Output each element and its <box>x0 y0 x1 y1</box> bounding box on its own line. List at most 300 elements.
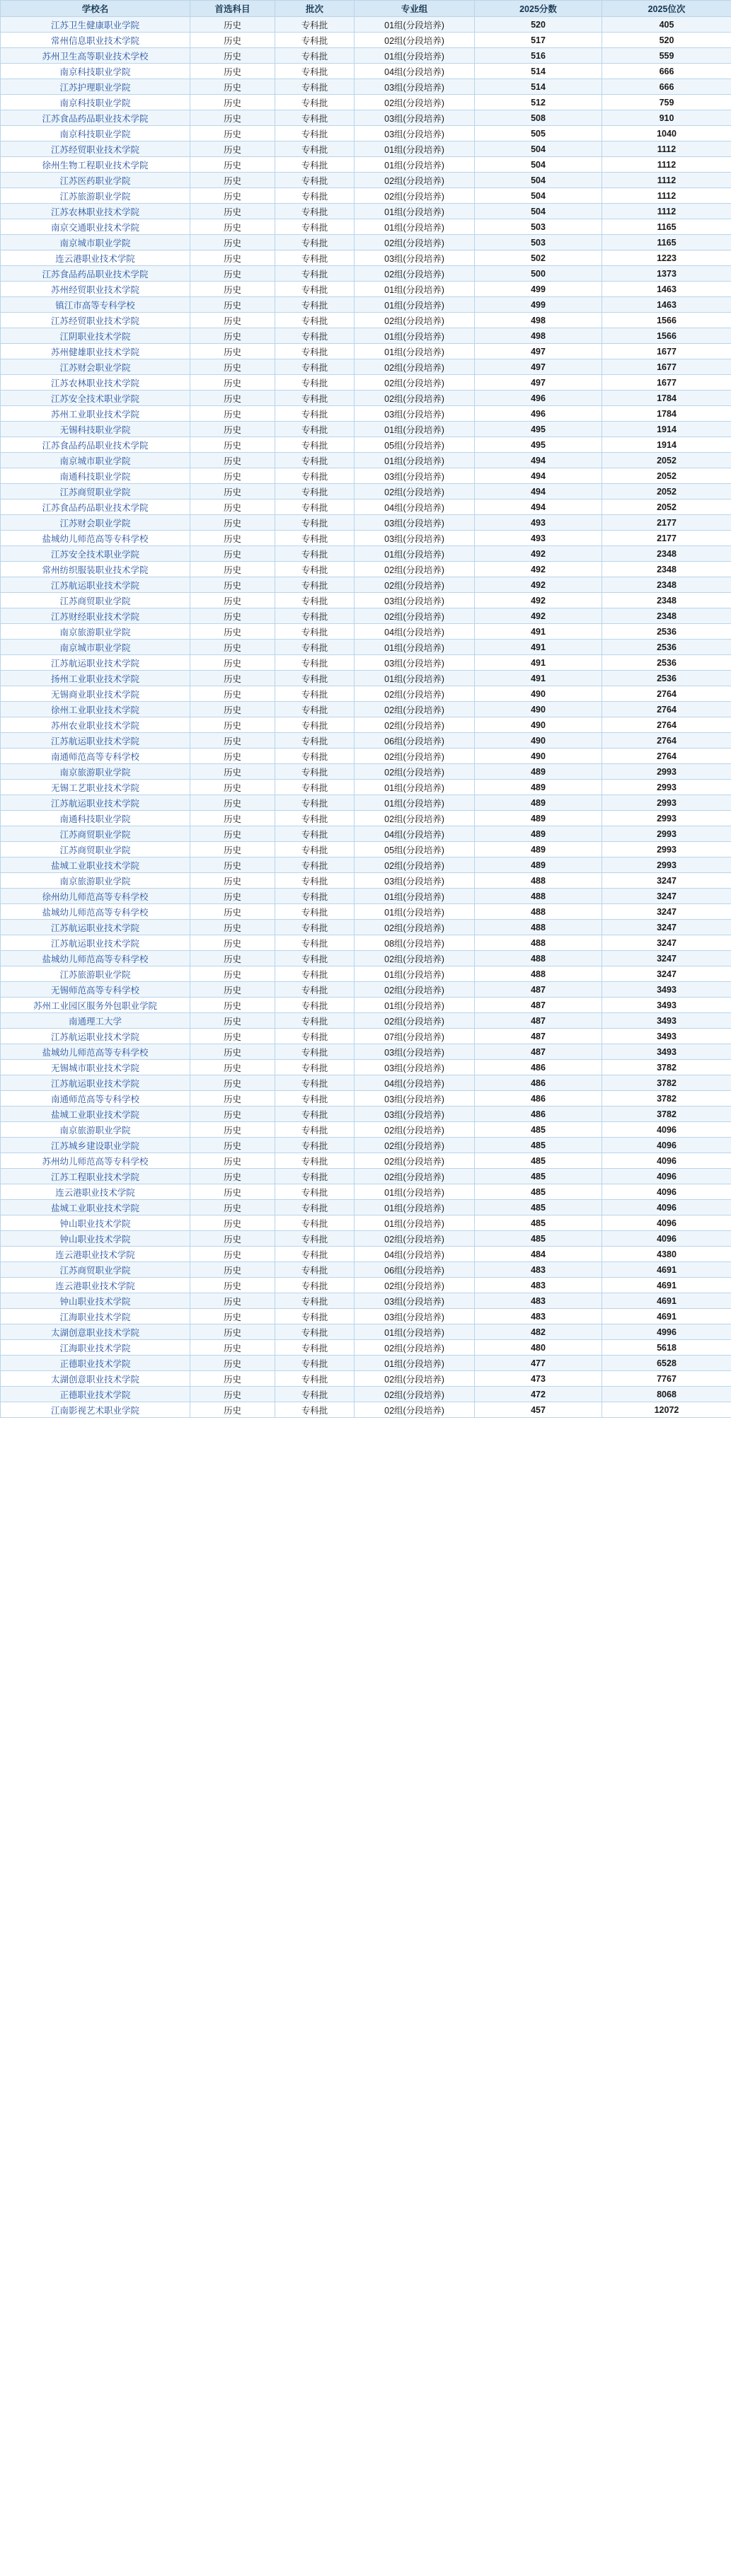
cell-major-group: 07组(分段培养) <box>355 1029 475 1044</box>
cell-school[interactable]: 江苏医药职业学院 <box>1 173 190 188</box>
cell-school[interactable]: 江苏食品药品职业技术学院 <box>1 499 190 515</box>
cell-first-subject: 历史 <box>190 764 275 780</box>
cell-first-subject: 历史 <box>190 1278 275 1293</box>
cell-batch: 专科批 <box>275 499 355 515</box>
cell-first-subject: 历史 <box>190 515 275 531</box>
cell-major-group: 02组(分段培养) <box>355 173 475 188</box>
cell-first-subject: 历史 <box>190 313 275 328</box>
cell-school[interactable]: 江海职业技术学院 <box>1 1340 190 1356</box>
cell-first-subject: 历史 <box>190 1356 275 1371</box>
cell-score: 494 <box>475 484 602 499</box>
cell-school[interactable]: 南京旅游职业学院 <box>1 764 190 780</box>
cell-school[interactable]: 镇江市高等专科学校 <box>1 297 190 313</box>
cell-major-group: 02组(分段培养) <box>355 1122 475 1138</box>
table-row <box>1 422 731 437</box>
cell-major-group: 03组(分段培养) <box>355 79 475 95</box>
cell-rank: 2348 <box>602 562 731 577</box>
cell-major-group: 03组(分段培养) <box>355 1060 475 1075</box>
cell-batch: 专科批 <box>275 344 355 359</box>
cell-school[interactable]: 江苏旅游职业学院 <box>1 966 190 982</box>
cell-school[interactable]: 江海职业技术学院 <box>1 1309 190 1324</box>
cell-score: 485 <box>475 1215 602 1231</box>
cell-first-subject: 历史 <box>190 733 275 749</box>
table-row <box>1 359 731 375</box>
cell-rank: 1677 <box>602 344 731 359</box>
table-row <box>1 453 731 468</box>
cell-school[interactable]: 江苏航运职业技术学院 <box>1 795 190 811</box>
cell-rank: 4096 <box>602 1122 731 1138</box>
cell-first-subject: 历史 <box>190 873 275 889</box>
cell-major-group: 03组(分段培养) <box>355 655 475 671</box>
cell-school[interactable]: 盐城幼儿师范高等专科学校 <box>1 951 190 966</box>
cell-major-group: 02组(分段培养) <box>355 1278 475 1293</box>
cell-batch: 专科批 <box>275 546 355 562</box>
cell-first-subject: 历史 <box>190 64 275 79</box>
cell-first-subject: 历史 <box>190 453 275 468</box>
table-row <box>1 313 731 328</box>
table-row <box>1 795 731 811</box>
cell-batch: 专科批 <box>275 1013 355 1029</box>
cell-first-subject: 历史 <box>190 437 275 453</box>
table-row <box>1 328 731 344</box>
cell-school[interactable]: 江苏财经职业技术学院 <box>1 608 190 624</box>
cell-school[interactable]: 南京旅游职业学院 <box>1 624 190 640</box>
cell-major-group: 01组(分段培养) <box>355 453 475 468</box>
table-row <box>1 499 731 515</box>
cell-school[interactable]: 南京旅游职业学院 <box>1 1122 190 1138</box>
cell-major-group: 03组(分段培养) <box>355 1044 475 1060</box>
cell-first-subject: 历史 <box>190 468 275 484</box>
cell-major-group: 03组(分段培养) <box>355 1293 475 1309</box>
cell-batch: 专科批 <box>275 1231 355 1247</box>
cell-first-subject: 历史 <box>190 110 275 126</box>
cell-school[interactable]: 连云港职业技术学院 <box>1 1247 190 1262</box>
cell-rank: 1463 <box>602 282 731 297</box>
cell-school[interactable]: 钟山职业技术学院 <box>1 1293 190 1309</box>
cell-major-group: 06组(分段培养) <box>355 733 475 749</box>
cell-school[interactable]: 江苏航运职业技术学院 <box>1 935 190 951</box>
cell-major-group: 03组(分段培养) <box>355 250 475 266</box>
cell-rank: 2993 <box>602 826 731 842</box>
cell-first-subject: 历史 <box>190 577 275 593</box>
column-header-rank: 2025位次 <box>602 1 731 17</box>
cell-rank: 1373 <box>602 266 731 282</box>
table-row <box>1 188 731 204</box>
cell-school[interactable]: 江苏食品药品职业技术学院 <box>1 266 190 282</box>
cell-rank: 3782 <box>602 1075 731 1091</box>
cell-school[interactable]: 江苏经贸职业技术学院 <box>1 313 190 328</box>
cell-major-group: 01组(分段培养) <box>355 219 475 235</box>
cell-major-group: 04组(分段培养) <box>355 1247 475 1262</box>
cell-school[interactable]: 连云港职业技术学院 <box>1 250 190 266</box>
cell-rank: 2177 <box>602 515 731 531</box>
cell-batch: 专科批 <box>275 437 355 453</box>
cell-major-group: 01组(分段培养) <box>355 966 475 982</box>
cell-major-group: 01组(分段培养) <box>355 282 475 297</box>
cell-school[interactable]: 南京旅游职业学院 <box>1 873 190 889</box>
cell-rank: 3493 <box>602 1013 731 1029</box>
cell-rank: 2536 <box>602 671 731 686</box>
table-row <box>1 1231 731 1247</box>
cell-rank: 2348 <box>602 593 731 608</box>
cell-school[interactable]: 江苏商贸职业学院 <box>1 826 190 842</box>
cell-score: 480 <box>475 1340 602 1356</box>
cell-school[interactable]: 南京科技职业学院 <box>1 64 190 79</box>
cell-school[interactable]: 南京科技职业学院 <box>1 95 190 110</box>
cell-first-subject: 历史 <box>190 235 275 250</box>
cell-batch: 专科批 <box>275 1075 355 1091</box>
cell-school[interactable]: 南京科技职业学院 <box>1 126 190 141</box>
table-row <box>1 686 731 702</box>
cell-major-group: 02组(分段培养) <box>355 577 475 593</box>
cell-school[interactable]: 江苏食品药品职业技术学院 <box>1 437 190 453</box>
cell-school[interactable]: 南京城市职业学院 <box>1 640 190 655</box>
cell-score: 487 <box>475 1044 602 1060</box>
cell-batch: 专科批 <box>275 1044 355 1060</box>
cell-school[interactable]: 太湖创意职业技术学院 <box>1 1324 190 1340</box>
cell-school[interactable]: 南京交通职业技术学院 <box>1 219 190 235</box>
cell-major-group: 01组(分段培养) <box>355 157 475 173</box>
cell-batch: 专科批 <box>275 157 355 173</box>
cell-school[interactable]: 盐城幼儿师范高等专科学校 <box>1 904 190 920</box>
cell-first-subject: 历史 <box>190 655 275 671</box>
cell-batch: 专科批 <box>275 1029 355 1044</box>
cell-score: 491 <box>475 655 602 671</box>
cell-score: 457 <box>475 1402 602 1418</box>
cell-score: 490 <box>475 686 602 702</box>
cell-school[interactable]: 盐城工业职业技术学院 <box>1 1107 190 1122</box>
cell-rank: 3247 <box>602 904 731 920</box>
cell-major-group: 02组(分段培养) <box>355 686 475 702</box>
table-row <box>1 33 731 48</box>
cell-score: 504 <box>475 173 602 188</box>
cell-batch: 专科批 <box>275 920 355 935</box>
table-row <box>1 966 731 982</box>
cell-school[interactable]: 江苏商贸职业学院 <box>1 593 190 608</box>
cell-major-group: 01组(分段培养) <box>355 17 475 33</box>
cell-score: 489 <box>475 795 602 811</box>
cell-rank: 3493 <box>602 998 731 1013</box>
cell-major-group: 04组(分段培养) <box>355 1075 475 1091</box>
cell-school[interactable]: 南通师范高等专科学校 <box>1 749 190 764</box>
cell-school[interactable]: 江苏航运职业技术学院 <box>1 920 190 935</box>
cell-rank: 2993 <box>602 780 731 795</box>
cell-score: 502 <box>475 250 602 266</box>
cell-school[interactable]: 苏州工业职业技术学院 <box>1 406 190 422</box>
cell-score: 504 <box>475 157 602 173</box>
cell-batch: 专科批 <box>275 1340 355 1356</box>
cell-school[interactable]: 江苏航运职业技术学院 <box>1 1029 190 1044</box>
cell-rank: 1112 <box>602 204 731 219</box>
cell-major-group: 02组(分段培养) <box>355 1013 475 1029</box>
cell-first-subject: 历史 <box>190 671 275 686</box>
cell-school[interactable]: 钟山职业技术学院 <box>1 1215 190 1231</box>
cell-major-group: 02组(分段培养) <box>355 1402 475 1418</box>
cell-score: 488 <box>475 920 602 935</box>
table-row <box>1 437 731 453</box>
cell-first-subject: 历史 <box>190 406 275 422</box>
cell-school[interactable]: 无锡师范高等专科学校 <box>1 982 190 998</box>
cell-rank: 2764 <box>602 702 731 717</box>
cell-score: 489 <box>475 764 602 780</box>
cell-school[interactable]: 江苏安全技术职业学院 <box>1 391 190 406</box>
cell-school[interactable]: 连云港职业技术学院 <box>1 1184 190 1200</box>
cell-first-subject: 历史 <box>190 1215 275 1231</box>
cell-score: 516 <box>475 48 602 64</box>
cell-school[interactable]: 苏州工业园区服务外包职业学院 <box>1 998 190 1013</box>
cell-school[interactable]: 常州纺织服装职业技术学院 <box>1 562 190 577</box>
cell-major-group: 01组(分段培养) <box>355 1324 475 1340</box>
cell-school[interactable]: 苏州农业职业技术学院 <box>1 717 190 733</box>
cell-major-group: 01组(分段培养) <box>355 889 475 904</box>
cell-major-group: 02组(分段培养) <box>355 188 475 204</box>
cell-school[interactable]: 正德职业技术学院 <box>1 1356 190 1371</box>
cell-school[interactable]: 江苏财会职业学院 <box>1 515 190 531</box>
cell-school[interactable]: 南通理工大学 <box>1 1013 190 1029</box>
cell-batch: 专科批 <box>275 764 355 780</box>
cell-score: 488 <box>475 904 602 920</box>
cell-school[interactable]: 江苏航运职业技术学院 <box>1 655 190 671</box>
cell-batch: 专科批 <box>275 1169 355 1184</box>
cell-school[interactable]: 江苏安全技术职业学院 <box>1 546 190 562</box>
cell-school[interactable]: 正德职业技术学院 <box>1 1387 190 1402</box>
cell-school[interactable]: 苏州幼儿师范高等专科学校 <box>1 1153 190 1169</box>
cell-school[interactable]: 江苏护理职业学院 <box>1 79 190 95</box>
cell-major-group: 04组(分段培养) <box>355 624 475 640</box>
cell-score: 492 <box>475 577 602 593</box>
table-row <box>1 1340 731 1356</box>
cell-school[interactable]: 徐州工业职业技术学院 <box>1 702 190 717</box>
cell-rank: 3493 <box>602 1044 731 1060</box>
cell-rank: 5618 <box>602 1340 731 1356</box>
cell-school[interactable]: 江苏城乡建设职业学院 <box>1 1138 190 1153</box>
cell-school[interactable]: 江阴职业技术学院 <box>1 328 190 344</box>
cell-school[interactable]: 连云港职业技术学院 <box>1 1278 190 1293</box>
cell-school[interactable]: 江苏航运职业技术学院 <box>1 733 190 749</box>
table-row <box>1 1371 731 1387</box>
cell-school[interactable]: 扬州工业职业技术学院 <box>1 671 190 686</box>
cell-major-group: 02组(分段培养) <box>355 235 475 250</box>
cell-batch: 专科批 <box>275 951 355 966</box>
cell-rank: 2177 <box>602 531 731 546</box>
cell-rank: 2348 <box>602 608 731 624</box>
cell-school[interactable]: 盐城幼儿师范高等专科学校 <box>1 1044 190 1060</box>
cell-school[interactable]: 苏州健雄职业技术学院 <box>1 344 190 359</box>
cell-major-group: 02组(分段培养) <box>355 811 475 826</box>
cell-rank: 1914 <box>602 437 731 453</box>
cell-rank: 2993 <box>602 842 731 857</box>
cell-rank: 3247 <box>602 889 731 904</box>
table-row <box>1 1138 731 1153</box>
cell-score: 489 <box>475 857 602 873</box>
cell-score: 488 <box>475 951 602 966</box>
cell-rank: 4096 <box>602 1153 731 1169</box>
cell-batch: 专科批 <box>275 826 355 842</box>
table-row <box>1 79 731 95</box>
cell-school[interactable]: 江苏农林职业技术学院 <box>1 204 190 219</box>
cell-score: 488 <box>475 889 602 904</box>
cell-batch: 专科批 <box>275 1215 355 1231</box>
cell-batch: 专科批 <box>275 79 355 95</box>
cell-school[interactable]: 江苏财会职业学院 <box>1 359 190 375</box>
cell-school[interactable]: 江苏工程职业技术学院 <box>1 1169 190 1184</box>
cell-batch: 专科批 <box>275 935 355 951</box>
cell-rank: 2052 <box>602 468 731 484</box>
cell-rank: 2993 <box>602 811 731 826</box>
cell-school[interactable]: 盐城工业职业技术学院 <box>1 857 190 873</box>
cell-school[interactable]: 盐城工业职业技术学院 <box>1 1200 190 1215</box>
cell-batch: 专科批 <box>275 1278 355 1293</box>
cell-major-group: 02组(分段培养) <box>355 95 475 110</box>
cell-first-subject: 历史 <box>190 1138 275 1153</box>
cell-score: 485 <box>475 1231 602 1247</box>
cell-school[interactable]: 钟山职业技术学院 <box>1 1231 190 1247</box>
cell-school[interactable]: 江苏旅游职业学院 <box>1 188 190 204</box>
cell-school[interactable]: 江苏商贸职业学院 <box>1 1262 190 1278</box>
cell-rank: 1463 <box>602 297 731 313</box>
cell-major-group: 03组(分段培养) <box>355 126 475 141</box>
cell-first-subject: 历史 <box>190 1075 275 1091</box>
cell-major-group: 01组(分段培养) <box>355 1215 475 1231</box>
cell-score: 486 <box>475 1060 602 1075</box>
cell-school[interactable]: 无锡科技职业学院 <box>1 422 190 437</box>
cell-rank: 6528 <box>602 1356 731 1371</box>
cell-rank: 2052 <box>602 453 731 468</box>
cell-batch: 专科批 <box>275 1122 355 1138</box>
cell-school[interactable]: 江南影视艺术职业学院 <box>1 1402 190 1418</box>
cell-score: 494 <box>475 468 602 484</box>
table-row <box>1 873 731 889</box>
cell-score: 473 <box>475 1371 602 1387</box>
cell-school[interactable]: 苏州经贸职业技术学院 <box>1 282 190 297</box>
cell-rank: 4691 <box>602 1262 731 1278</box>
cell-batch: 专科批 <box>275 717 355 733</box>
cell-score: 495 <box>475 422 602 437</box>
cell-major-group: 05组(分段培养) <box>355 437 475 453</box>
cell-batch: 专科批 <box>275 1356 355 1371</box>
cell-major-group: 01组(分段培养) <box>355 328 475 344</box>
column-header-major-group: 专业组 <box>355 1 475 17</box>
table-row <box>1 764 731 780</box>
cell-batch: 专科批 <box>275 48 355 64</box>
cell-batch: 专科批 <box>275 1387 355 1402</box>
cell-score: 503 <box>475 235 602 250</box>
cell-score: 486 <box>475 1091 602 1107</box>
cell-batch: 专科批 <box>275 141 355 157</box>
cell-school[interactable]: 江苏商贸职业学院 <box>1 484 190 499</box>
cell-batch: 专科批 <box>275 1293 355 1309</box>
cell-batch: 专科批 <box>275 577 355 593</box>
cell-major-group: 02组(分段培养) <box>355 375 475 391</box>
cell-batch: 专科批 <box>275 702 355 717</box>
cell-rank: 3493 <box>602 982 731 998</box>
cell-school[interactable]: 无锡城市职业技术学院 <box>1 1060 190 1075</box>
table-row <box>1 250 731 266</box>
cell-major-group: 01组(分段培养) <box>355 640 475 655</box>
cell-school[interactable]: 常州信息职业技术学院 <box>1 33 190 48</box>
cell-school[interactable]: 南通科技职业学院 <box>1 811 190 826</box>
cell-school[interactable]: 南通师范高等专科学校 <box>1 1091 190 1107</box>
cell-batch: 专科批 <box>275 749 355 764</box>
cell-major-group: 02组(分段培养) <box>355 920 475 935</box>
cell-batch: 专科批 <box>275 686 355 702</box>
cell-school[interactable]: 无锡工艺职业技术学院 <box>1 780 190 795</box>
cell-score: 497 <box>475 359 602 375</box>
cell-first-subject: 历史 <box>190 1387 275 1402</box>
table-row <box>1 1029 731 1044</box>
column-header-first-subject: 首选科目 <box>190 1 275 17</box>
cell-first-subject: 历史 <box>190 640 275 655</box>
cell-first-subject: 历史 <box>190 33 275 48</box>
cell-score: 498 <box>475 313 602 328</box>
cell-school[interactable]: 江苏航运职业技术学院 <box>1 1075 190 1091</box>
cell-score: 490 <box>475 717 602 733</box>
cell-major-group: 02组(分段培养) <box>355 1387 475 1402</box>
table-row <box>1 1013 731 1029</box>
cell-major-group: 01组(分段培养) <box>355 671 475 686</box>
cell-first-subject: 历史 <box>190 904 275 920</box>
cell-major-group: 08组(分段培养) <box>355 935 475 951</box>
cell-score: 492 <box>475 546 602 562</box>
cell-first-subject: 历史 <box>190 1169 275 1184</box>
cell-first-subject: 历史 <box>190 1044 275 1060</box>
cell-rank: 4096 <box>602 1231 731 1247</box>
table-header-row <box>1 1 731 17</box>
cell-school[interactable]: 南京城市职业学院 <box>1 235 190 250</box>
cell-score: 494 <box>475 453 602 468</box>
cell-school[interactable]: 无锡商业职业技术学院 <box>1 686 190 702</box>
cell-score: 492 <box>475 608 602 624</box>
cell-school[interactable]: 南京城市职业学院 <box>1 453 190 468</box>
cell-major-group: 01组(分段培养) <box>355 904 475 920</box>
cell-school[interactable]: 江苏经贸职业技术学院 <box>1 141 190 157</box>
cell-school[interactable]: 徐州幼儿师范高等专科学校 <box>1 889 190 904</box>
cell-score: 489 <box>475 780 602 795</box>
cell-school[interactable]: 江苏航运职业技术学院 <box>1 577 190 593</box>
table-row <box>1 842 731 857</box>
cell-school[interactable]: 盐城幼儿师范高等专科学校 <box>1 531 190 546</box>
cell-school[interactable]: 徐州生物工程职业技术学院 <box>1 157 190 173</box>
cell-school[interactable]: 南通科技职业学院 <box>1 468 190 484</box>
cell-school[interactable]: 太湖创意职业技术学院 <box>1 1371 190 1387</box>
cell-score: 503 <box>475 219 602 235</box>
table-row <box>1 375 731 391</box>
cell-first-subject: 历史 <box>190 1309 275 1324</box>
cell-batch: 专科批 <box>275 608 355 624</box>
cell-batch: 专科批 <box>275 655 355 671</box>
cell-school[interactable]: 江苏卫生健康职业学院 <box>1 17 190 33</box>
cell-rank: 3782 <box>602 1091 731 1107</box>
table-row <box>1 110 731 126</box>
cell-school[interactable]: 江苏商贸职业学院 <box>1 842 190 857</box>
cell-first-subject: 历史 <box>190 359 275 375</box>
cell-major-group: 02组(分段培养) <box>355 702 475 717</box>
cell-score: 504 <box>475 141 602 157</box>
cell-school[interactable]: 苏州卫生高等职业技术学校 <box>1 48 190 64</box>
cell-score: 477 <box>475 1356 602 1371</box>
cell-first-subject: 历史 <box>190 889 275 904</box>
table-row <box>1 998 731 1013</box>
cell-school[interactable]: 江苏食品药品职业技术学院 <box>1 110 190 126</box>
cell-batch: 专科批 <box>275 1371 355 1387</box>
cell-score: 514 <box>475 64 602 79</box>
table-row <box>1 577 731 593</box>
cell-school[interactable]: 江苏农林职业技术学院 <box>1 375 190 391</box>
cell-first-subject: 历史 <box>190 328 275 344</box>
cell-major-group: 01组(分段培养) <box>355 141 475 157</box>
cell-major-group: 02组(分段培养) <box>355 951 475 966</box>
cell-first-subject: 历史 <box>190 204 275 219</box>
